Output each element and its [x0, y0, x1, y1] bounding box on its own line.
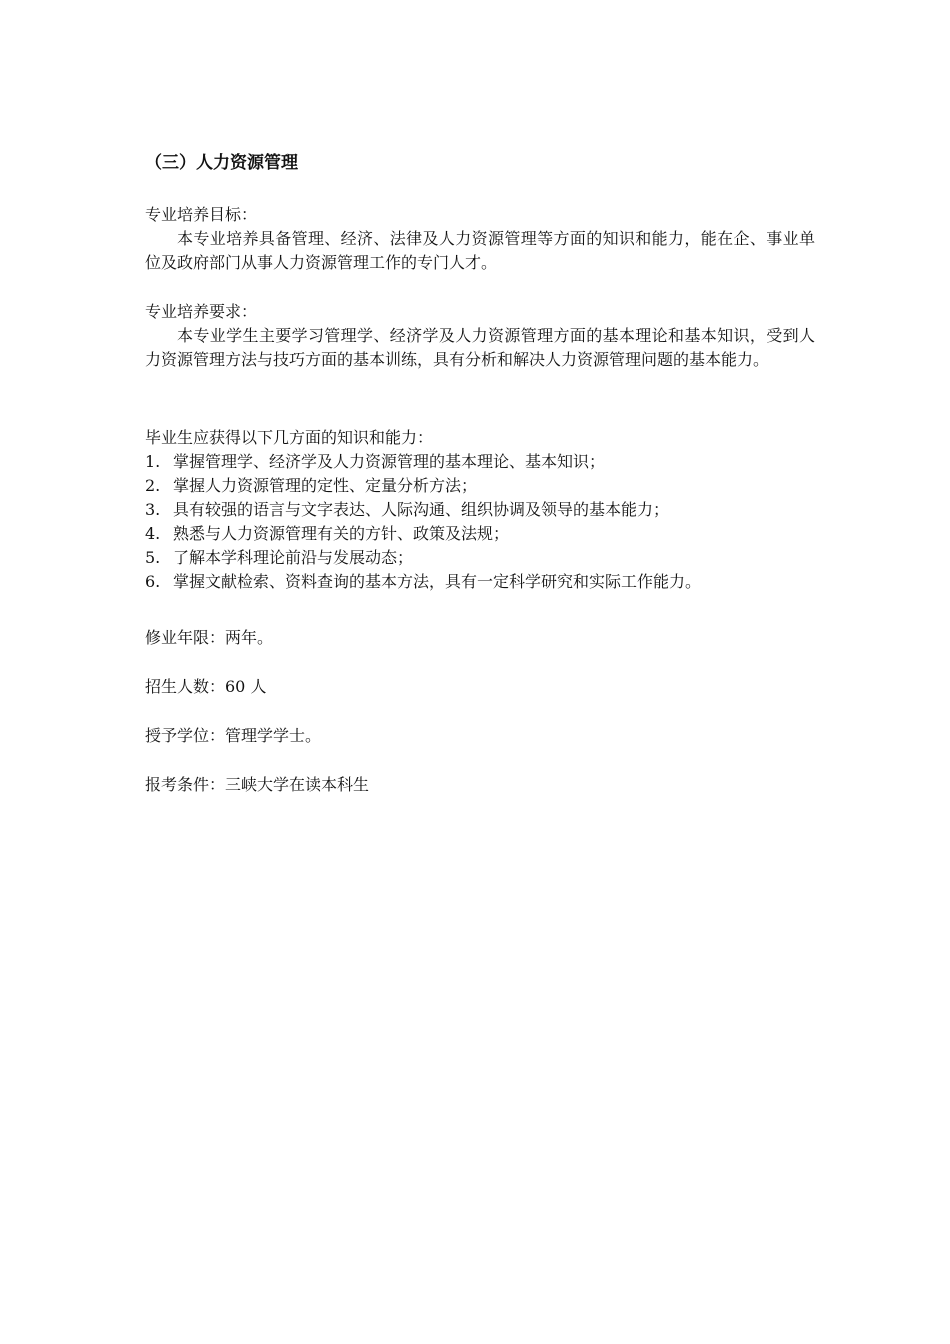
list-item-text: 具有较强的语言与文字表达、人际沟通、组织协调及领导的基本能力；	[173, 500, 670, 519]
abilities-block	[145, 426, 815, 594]
training-requirement-label: 专业培养要求：	[145, 302, 258, 321]
list-item	[145, 474, 815, 498]
list-item	[145, 570, 815, 594]
list-item-number: 2.	[145, 476, 161, 495]
abilities-label: 毕业生应获得以下几方面的知识和能力：	[145, 428, 434, 447]
list-item-number: 5.	[145, 548, 161, 567]
list-item	[145, 498, 815, 522]
training-requirement-text: 本专业学生主要学习管理学、经济学及人力资源管理方面的基本理论和基本知识，受到人力资源管理方法与技巧方面的基本训练，具有分析和解决人力资源管理问题的基本能力。	[145, 326, 815, 369]
training-requirement-block	[145, 300, 815, 372]
list-item-text: 掌握管理学、经济学及人力资源管理的基本理论、基本知识；	[173, 452, 606, 471]
list-item-text: 了解本学科理论前沿与发展动态；	[173, 548, 414, 567]
training-goal-text: 本专业培养具备管理、经济、法律及人力资源管理等方面的知识和能力，能在企、事业单位及政府部门从事人力资源管理工作的专门人才。	[145, 229, 815, 272]
list-item-number: 1.	[145, 452, 161, 471]
section-title: （三）人力资源管理	[145, 153, 298, 173]
training-goal-label: 专业培养目标：	[145, 205, 258, 224]
degree-line: 授予学位：管理学学士。	[145, 726, 322, 745]
list-item-text: 熟悉与人力资源管理有关的方针、政策及法规；	[173, 524, 510, 543]
list-item-text: 掌握人力资源管理的定性、定量分析方法；	[173, 476, 478, 495]
training-goal-block	[145, 203, 815, 275]
enrollment-line: 招生人数：60 人	[145, 677, 267, 696]
abilities-list	[145, 450, 815, 594]
list-item-number: 6.	[145, 572, 161, 591]
list-item-number: 3.	[145, 500, 161, 519]
eligibility-line: 报考条件：三峡大学在读本科生	[145, 775, 370, 794]
list-item	[145, 450, 815, 474]
list-item-number: 4.	[145, 524, 161, 543]
list-item-text: 掌握文献检索、资料查询的基本方法，具有一定科学研究和实际工作能力。	[173, 572, 702, 591]
list-item	[145, 546, 815, 570]
duration-line: 修业年限：两年。	[145, 628, 274, 647]
list-item	[145, 522, 815, 546]
